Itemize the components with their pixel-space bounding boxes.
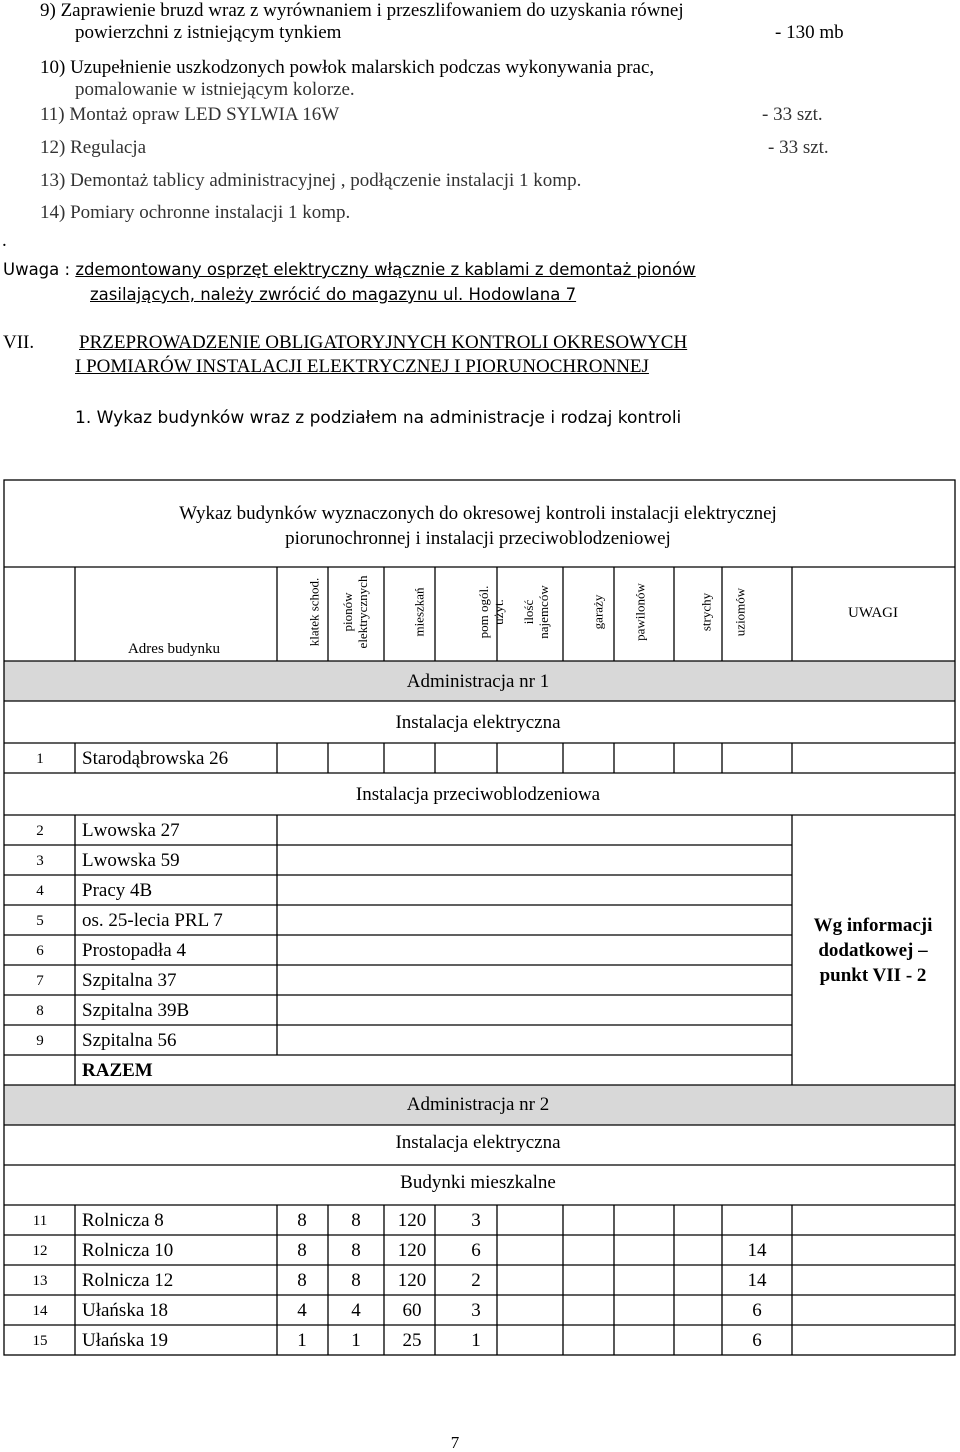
cell-mieszkan: 60 xyxy=(402,1300,422,1321)
row-number: 6 xyxy=(36,943,44,959)
header-najemcow-line2: najemców xyxy=(536,585,551,639)
row-number: 11 xyxy=(32,1213,48,1229)
row-total-label: RAZEM xyxy=(82,1060,153,1081)
header-pionow-line2: elektrycznych xyxy=(355,575,370,649)
row-number: 4 xyxy=(36,883,44,899)
note-dot: . xyxy=(2,230,7,251)
cell-uziomow: 6 xyxy=(752,1330,762,1351)
row-number: 2 xyxy=(36,823,44,839)
cell-pionow: 8 xyxy=(351,1270,361,1291)
cell-klatek: 8 xyxy=(297,1270,307,1291)
row-address: Pracy 4B xyxy=(82,880,153,901)
row-number: 14 xyxy=(32,1303,48,1319)
cell-pom: 1 xyxy=(471,1330,481,1351)
row-number: 13 xyxy=(32,1273,48,1289)
cell-mieszkan: 25 xyxy=(402,1330,422,1351)
note-line1: zdemontowany osprzęt elektryczny włącznie z kablami z demontaż pionów xyxy=(75,260,696,279)
section-title-line2: I POMIARÓW INSTALACJI ELEKTRYCZNEJ I PIORUNOCHRONNEJ xyxy=(75,356,649,377)
note-line2: zasilających, należy zwrócić do magazynu ul. Hodowlana 7 xyxy=(90,285,577,304)
cell-klatek: 8 xyxy=(297,1240,307,1261)
installation-electrical-2: Instalacja elektryczna xyxy=(395,1132,561,1153)
header-pom-line2: użyt. xyxy=(491,599,506,625)
header-uziomow: uziomów xyxy=(732,587,748,637)
list-item-13: 13) Demontaż tablicy administracyjnej , podłączenie instalacji 1 komp. xyxy=(40,170,582,191)
list-item-10-line2: pomalowanie w istniejącym kolorze. xyxy=(75,79,355,100)
cell-pom: 3 xyxy=(471,1210,481,1231)
remarks-note-line1: Wg informacji xyxy=(813,915,933,936)
cell-pom: 6 xyxy=(471,1240,481,1261)
row-address: Rolnicza 10 xyxy=(82,1240,174,1261)
row-address: Lwowska 27 xyxy=(82,820,180,841)
row-number: 1 xyxy=(36,751,44,767)
cell-pionow: 4 xyxy=(351,1300,361,1321)
row-address: Ułańska 18 xyxy=(82,1300,169,1321)
row-number: 5 xyxy=(36,913,44,929)
header-pawilonow: pawilonów xyxy=(632,583,648,641)
row-address: Szpitalna 39B xyxy=(82,1000,190,1021)
list-item-9-quantity: - 130 mb xyxy=(775,22,844,43)
list-item-12-quantity: - 33 szt. xyxy=(768,137,829,158)
list-item-12: 12) Regulacja xyxy=(40,137,147,158)
row-address: Ułańska 19 xyxy=(82,1330,169,1351)
header-mieszkan: mieszkań xyxy=(411,587,427,637)
cell-uziomow: 6 xyxy=(752,1300,762,1321)
row-address: Starodąbrowska 26 xyxy=(82,748,229,769)
table-title-line2: piorunochronnej i instalacji przeciwoblodzeniowej xyxy=(285,528,671,549)
list-item-9-line2: powierzchni z istniejącym tynkiem xyxy=(75,22,342,43)
cell-pom: 3 xyxy=(471,1300,481,1321)
row-address: Szpitalna 37 xyxy=(82,970,177,991)
list-item-14: 14) Pomiary ochronne instalacji 1 komp. xyxy=(40,202,351,223)
row-number: 15 xyxy=(32,1333,48,1349)
header-address: Adres budynku xyxy=(127,641,221,657)
cell-pionow: 1 xyxy=(351,1330,361,1351)
cell-pionow: 8 xyxy=(351,1240,361,1261)
note-label: Uwaga : xyxy=(3,260,76,279)
list-item-9-line1: 9) Zaprawienie bruzd wraz z wyrównaniem i przeszlifowaniem do uzyskania równej xyxy=(40,0,684,21)
header-pom xyxy=(476,586,506,639)
remarks-note-line2: dodatkowej – xyxy=(818,940,928,961)
row-address: Rolnicza 8 xyxy=(82,1210,164,1231)
header-strychy: strychy xyxy=(698,592,714,632)
header-pionow xyxy=(340,576,370,649)
table-title-line1: Wykaz budynków wyznaczonych do okresowej kontroli instalacji elektrycznej xyxy=(179,503,777,524)
header-najemcow xyxy=(521,585,551,638)
admin-1-label: Administracja nr 1 xyxy=(406,671,550,692)
row-number: 12 xyxy=(32,1243,48,1259)
header-pom-line1: pom ogól. xyxy=(476,585,491,639)
remarks-note xyxy=(814,913,933,988)
row-number: 3 xyxy=(36,853,44,869)
cell-pionow: 8 xyxy=(351,1210,361,1231)
section-subtitle: 1. Wykaz budynków wraz z podziałem na administracje i rodzaj kontroli xyxy=(75,408,682,428)
page-number: 7 xyxy=(450,1433,460,1452)
row-address: Rolnicza 12 xyxy=(82,1270,174,1291)
cell-mieszkan: 120 xyxy=(397,1270,427,1291)
row-number: 9 xyxy=(36,1033,44,1049)
row-number: 8 xyxy=(36,1003,44,1019)
cell-uziomow: 14 xyxy=(747,1240,767,1261)
row-address: Lwowska 59 xyxy=(82,850,180,871)
header-pionow-line1: pionów xyxy=(340,592,355,632)
cell-mieszkan: 120 xyxy=(397,1210,427,1231)
admin-2-label: Administracja nr 2 xyxy=(406,1094,550,1115)
installation-anti-icing: Instalacja przeciwoblodzeniowa xyxy=(355,784,601,805)
cell-uziomow: 14 xyxy=(747,1270,767,1291)
section-number: VII. xyxy=(3,332,35,353)
list-item-11: 11) Montaż opraw LED SYLWIA 16W xyxy=(40,104,340,125)
row-address: Prostopadła 4 xyxy=(82,940,186,961)
residential-buildings-label: Budynki mieszkalne xyxy=(400,1172,556,1193)
row-number: 7 xyxy=(36,973,44,989)
cell-klatek: 8 xyxy=(297,1210,307,1231)
section-title-line1: PRZEPROWADZENIE OBLIGATORYJNYCH KONTROLI OKRESOWYCH xyxy=(79,332,688,353)
header-klatek: klatek schod. xyxy=(306,577,322,647)
header-uwagi: UWAGI xyxy=(848,605,898,621)
cell-klatek: 1 xyxy=(297,1330,307,1351)
remarks-note-line3: punkt VII - 2 xyxy=(819,965,927,986)
header-garazy: garaży xyxy=(590,594,606,630)
header-najemcow-line1: ilość xyxy=(521,599,536,625)
row-address: Szpitalna 56 xyxy=(82,1030,177,1051)
list-item-11-quantity: - 33 szt. xyxy=(762,104,823,125)
cell-pom: 2 xyxy=(471,1270,481,1291)
row-address: os. 25-lecia PRL 7 xyxy=(82,910,223,931)
cell-mieszkan: 120 xyxy=(397,1240,427,1261)
list-item-10-line1: 10) Uzupełnienie uszkodzonych powłok malarskich podczas wykonywania prac, xyxy=(40,57,655,78)
installation-electrical-1: Instalacja elektryczna xyxy=(395,712,561,733)
cell-klatek: 4 xyxy=(297,1300,307,1321)
